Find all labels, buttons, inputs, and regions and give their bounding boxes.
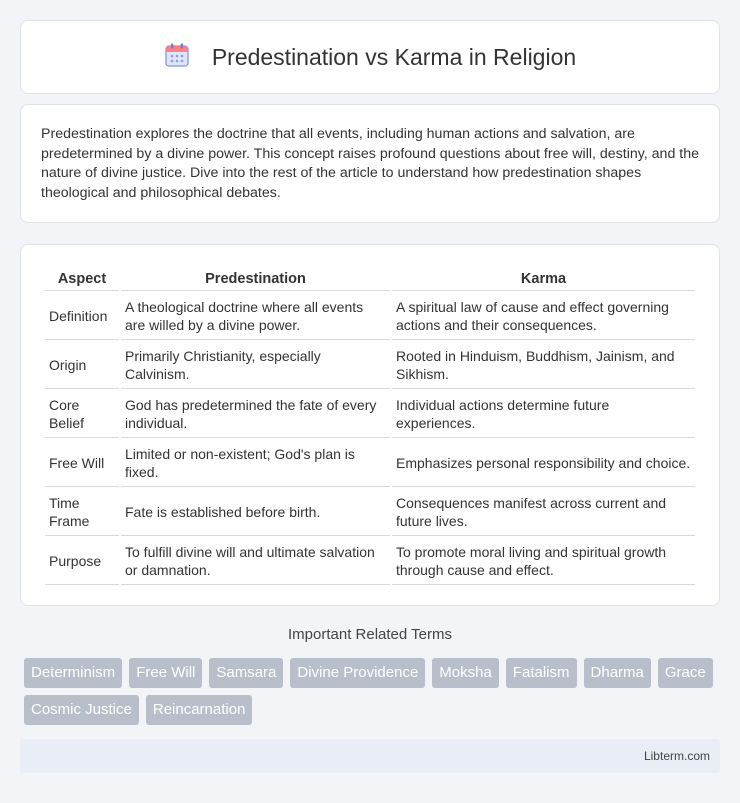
row-karma: A spiritual law of cause and effect governing actions and their consequences. bbox=[392, 293, 695, 340]
title-wrap bbox=[164, 42, 576, 73]
row-aspect: Free Will bbox=[45, 440, 119, 487]
row-aspect: Time Frame bbox=[45, 489, 119, 536]
row-karma: To promote moral living and spiritual growth through cause and effect. bbox=[392, 538, 695, 585]
calendar-icon bbox=[164, 42, 190, 73]
row-predestination: Limited or non-existent; God's plan is fixed. bbox=[121, 440, 390, 487]
intro-text: Predestination explores the doctrine that all events, including human actions and salvation, are predetermined by a divine power. This concept raises profound questions about free will, destiny, and the nature of divine justice. Dive into the rest of the article to understand how predestination shapes theological and philosophical debates. bbox=[41, 126, 700, 201]
table-row bbox=[45, 293, 695, 340]
row-predestination: God has predetermined the fate of every individual. bbox=[121, 391, 390, 438]
related-terms-tags bbox=[24, 658, 724, 725]
header-aspect: Aspect bbox=[45, 267, 119, 291]
comparison-table bbox=[43, 265, 697, 587]
row-predestination: Fate is established before birth. bbox=[121, 489, 390, 536]
tag-divine-providence[interactable]: Divine Providence bbox=[290, 658, 425, 688]
row-aspect: Definition bbox=[45, 293, 119, 340]
header-card bbox=[20, 20, 720, 94]
intro-card bbox=[20, 104, 720, 223]
table-header-row bbox=[45, 267, 695, 291]
table-row bbox=[45, 489, 695, 536]
row-aspect: Purpose bbox=[45, 538, 119, 585]
table-row bbox=[45, 391, 695, 438]
related-terms-title: Important Related Terms bbox=[288, 626, 452, 643]
row-karma: Rooted in Hinduism, Buddhism, Jainism, and Sikhism. bbox=[392, 342, 695, 389]
row-karma: Individual actions determine future experiences. bbox=[392, 391, 695, 438]
row-karma: Emphasizes personal responsibility and choice. bbox=[392, 440, 695, 487]
footer bbox=[20, 739, 720, 773]
row-aspect: Core Belief bbox=[45, 391, 119, 438]
header-karma: Karma bbox=[392, 267, 695, 291]
row-karma: Consequences manifest across current and future lives. bbox=[392, 489, 695, 536]
table-row bbox=[45, 538, 695, 585]
table-row bbox=[45, 440, 695, 487]
tag-samsara[interactable]: Samsara bbox=[209, 658, 283, 688]
tag-determinism[interactable]: Determinism bbox=[24, 658, 122, 688]
tag-cosmic-justice[interactable]: Cosmic Justice bbox=[24, 695, 139, 725]
table-row bbox=[45, 342, 695, 389]
tag-moksha[interactable]: Moksha bbox=[432, 658, 499, 688]
row-aspect: Origin bbox=[45, 342, 119, 389]
row-predestination: A theological doctrine where all events are willed by a divine power. bbox=[121, 293, 390, 340]
tag-fatalism[interactable]: Fatalism bbox=[506, 658, 577, 688]
tag-reincarnation[interactable]: Reincarnation bbox=[146, 695, 253, 725]
row-predestination: To fulfill divine will and ultimate salvation or damnation. bbox=[121, 538, 390, 585]
row-predestination: Primarily Christianity, especially Calvinism. bbox=[121, 342, 390, 389]
tag-grace[interactable]: Grace bbox=[658, 658, 713, 688]
tag-free-will[interactable]: Free Will bbox=[129, 658, 202, 688]
page-title: Predestination vs Karma in Religion bbox=[211, 43, 577, 70]
header-predestination: Predestination bbox=[121, 267, 390, 291]
comparison-table-card bbox=[20, 244, 720, 606]
footer-link[interactable]: Libterm.com bbox=[643, 749, 710, 763]
tag-dharma[interactable]: Dharma bbox=[584, 658, 651, 688]
